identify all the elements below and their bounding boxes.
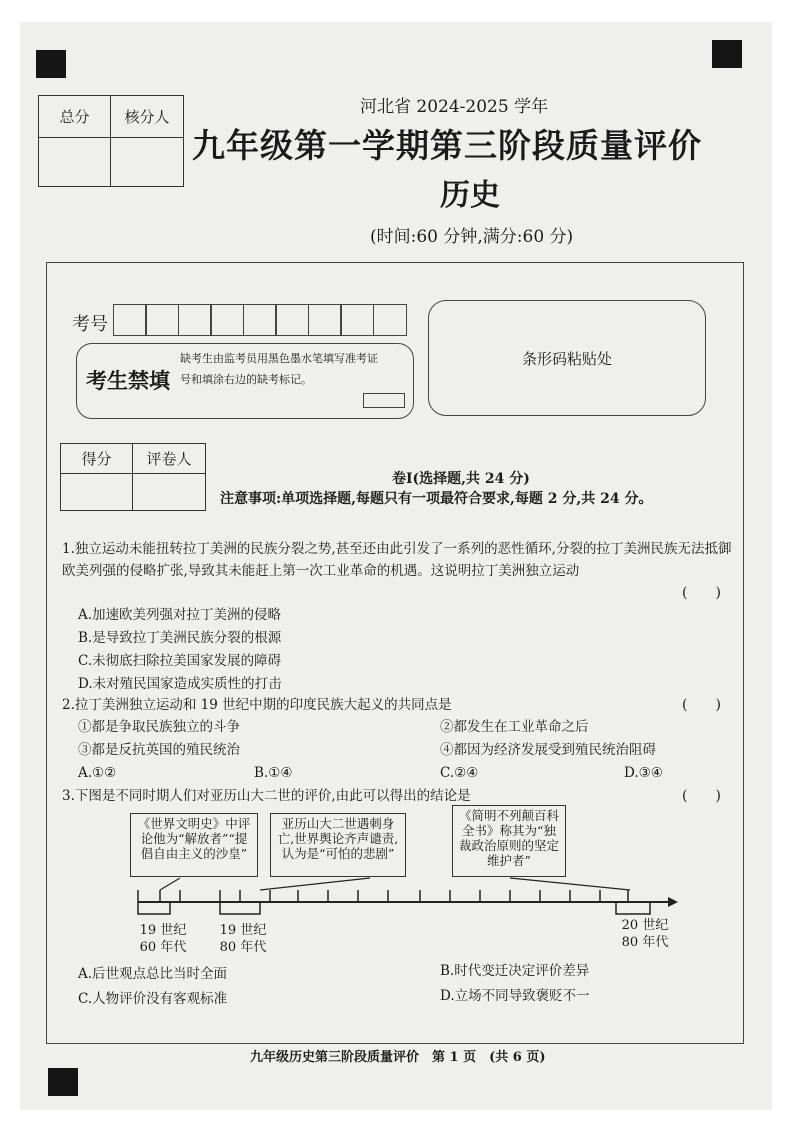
exam-number-box[interactable]	[145, 304, 179, 336]
pointer-line-3	[510, 878, 630, 890]
exam-time-info: (时间:60 分钟,满分:60 分)	[370, 227, 574, 247]
score-header: 得分	[61, 444, 133, 474]
total-score-cell[interactable]	[39, 138, 111, 186]
section-title: 卷Ⅰ(选择题,共 24 分)	[392, 471, 530, 487]
exam-number-box[interactable]	[113, 304, 147, 336]
answer-paren-q1[interactable]: ( )	[682, 585, 721, 601]
absent-mark-box[interactable]	[363, 393, 405, 408]
registration-mark-top-left	[36, 50, 66, 78]
pointer-line-1	[160, 878, 180, 890]
page-footer: 九年级历史第三阶段质量评价 第 1 页 (共 6 页)	[250, 1050, 546, 1065]
exam-number-label: 考号	[72, 314, 108, 335]
q2-item-1: ①都是争取民族独立的斗争	[78, 719, 240, 735]
timeline-label-1880s: 19 世纪 80 年代	[219, 923, 267, 955]
candidate-forbid-title: 考生禁填	[86, 368, 170, 393]
q3-option-d[interactable]: D.立场不同导致褒贬不一	[440, 988, 590, 1004]
q2-option-d[interactable]: D.③④	[624, 765, 663, 781]
question-2-stem: 2.拉丁美洲独立运动和 19 世纪中期的印度民族大起义的共同点是	[62, 697, 452, 713]
exam-subtitle: 河北省 2024-2025 学年	[360, 97, 549, 117]
q2-option-c[interactable]: C.②④	[440, 765, 479, 781]
registration-mark-top-right	[712, 40, 742, 68]
barcode-label: 条形码粘贴处	[521, 349, 612, 368]
q3-option-a[interactable]: A.后世观点总比当时全面	[78, 966, 228, 982]
timeline-arrow	[668, 897, 678, 907]
q2-item-3: ③都是反抗英国的殖民统治	[78, 742, 240, 758]
exam-number-grid[interactable]	[114, 304, 407, 336]
q3-option-c[interactable]: C.人物评价没有客观标准	[78, 991, 228, 1007]
q2-item-4: ④都因为经济发展受到殖民统治阻碍	[440, 742, 656, 758]
pointer-line-2	[260, 878, 370, 890]
exam-number-box[interactable]	[178, 304, 212, 336]
evaluation-bubble-2: 亚历山大二世遇刺身亡,世界舆论齐声谴责,认为是“可怕的悲剧”	[270, 813, 406, 877]
evaluation-bubble-3: 《简明不列颠百科全书》称其为“独裁政治原则的坚定维护者”	[452, 805, 566, 877]
score-cell[interactable]	[61, 474, 133, 510]
timeline-ticks	[138, 890, 628, 902]
total-score-table	[38, 95, 184, 187]
q2-item-2: ②都发生在工业革命之后	[440, 719, 589, 735]
q1-option-b[interactable]: B.是导致拉丁美洲民族分裂的根源	[78, 630, 282, 646]
answer-paren-q2[interactable]: ( )	[682, 697, 721, 713]
checker-header: 核分人	[111, 96, 183, 138]
grade-table	[60, 443, 206, 511]
question-3-stem: 3.下图是不同时期人们对亚历山大二世的评价,由此可以得出的结论是	[62, 788, 471, 804]
evaluation-bubble-1: 《世界文明史》中评论他为“解放者”“提倡自由主义的沙皇”	[130, 813, 258, 877]
q2-option-b[interactable]: B.①④	[254, 765, 293, 781]
candidate-forbid-text: 缺考生由监考员用黑色墨水笔填写准考证号和填涂右边的缺考标记。	[180, 352, 378, 386]
registration-mark-bottom-left	[48, 1068, 78, 1096]
q3-option-b[interactable]: B.时代变迁决定评价差异	[440, 963, 590, 979]
timeline-diagram	[120, 870, 680, 920]
question-1-stem: 1.独立运动未能扭转拉丁美洲的民族分裂之势,甚至还由此引发了一系列的恶性循环,分裂的拉丁美洲民族无法抵御欧美列强的侵略扩张,导致其未能赶上第一次工业革命的机遇。这说明拉丁美洲独立运动	[62, 541, 732, 579]
grader-cell[interactable]	[133, 474, 205, 510]
exam-subject: 历史	[440, 178, 500, 213]
timeline-label-1860s: 19 世纪 60 年代	[139, 923, 187, 955]
answer-paren-q3[interactable]: ( )	[682, 788, 721, 804]
grader-header: 评卷人	[133, 444, 205, 474]
q1-option-d[interactable]: D.未对殖民国家造成实质性的打击	[78, 676, 282, 692]
exam-number-box[interactable]	[373, 304, 407, 336]
timeline-label-1980s: 20 世纪 80 年代	[621, 918, 669, 950]
total-score-header: 总分	[39, 96, 111, 138]
section-note: 注意事项:单项选择题,每题只有一项最符合要求,每题 2 分,共 24 分。	[220, 491, 653, 507]
bracket-1880s	[220, 902, 260, 914]
q1-option-a[interactable]: A.加速欧美列强对拉丁美洲的侵略	[78, 607, 282, 623]
bracket-1980s	[616, 902, 650, 914]
barcode-area	[428, 300, 706, 416]
q1-option-c[interactable]: C.未彻底扫除拉美国家发展的障碍	[78, 653, 282, 669]
exam-number-box[interactable]	[243, 304, 277, 336]
bracket-1860s	[138, 902, 170, 914]
exam-number-box[interactable]	[210, 304, 244, 336]
exam-number-box[interactable]	[275, 304, 309, 336]
exam-number-box[interactable]	[340, 304, 374, 336]
exam-number-box[interactable]	[308, 304, 342, 336]
checker-cell[interactable]	[111, 138, 183, 186]
exam-title: 九年级第一学期第三阶段质量评价	[192, 126, 702, 165]
q2-option-a[interactable]: A.①②	[78, 765, 117, 781]
